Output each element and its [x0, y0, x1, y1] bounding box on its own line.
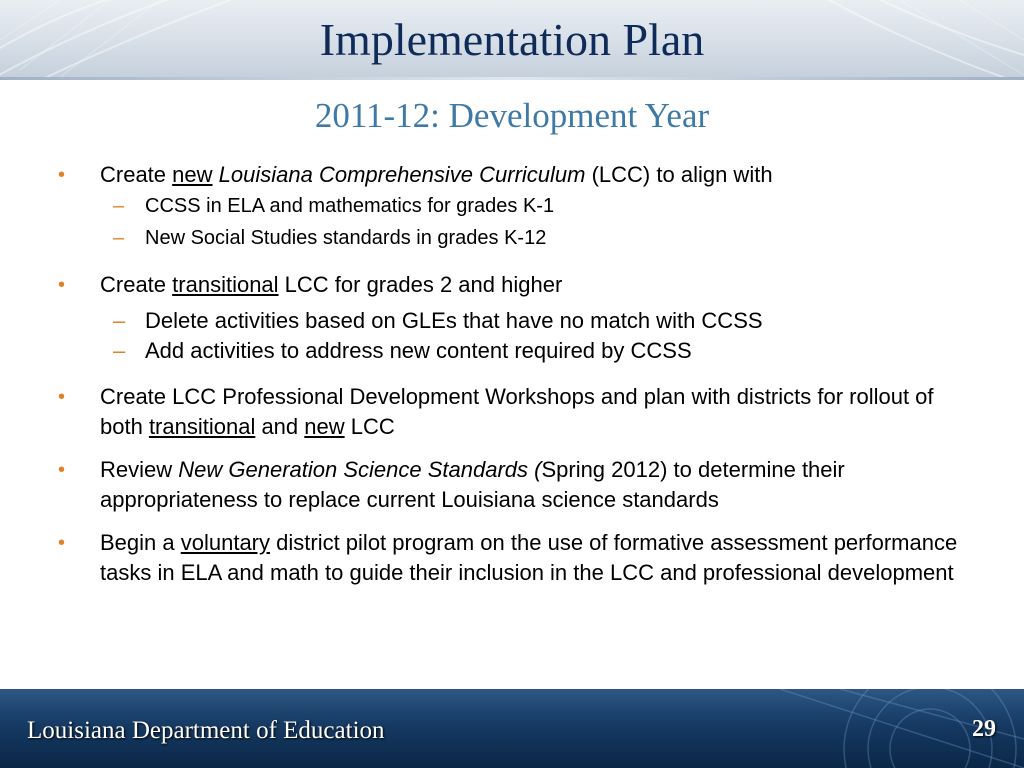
footer-banner	[0, 689, 1024, 768]
bullet-item: • Begin a voluntary district pilot program on the use of formative assessment performance tasks in ELA and math to guide their inclusion in the LCC and professional development	[58, 530, 958, 585]
en-dash-icon: –	[113, 308, 126, 333]
page-number: 29	[972, 716, 996, 742]
bullet-dot-icon: •	[58, 459, 66, 481]
underlined-term: voluntary	[180, 530, 271, 555]
en-dash-icon: –	[113, 195, 125, 217]
bullet-dot-icon: •	[58, 532, 66, 554]
bullet-list	[58, 160, 978, 588]
slide-subtitle: 2011-12: Development Year	[314, 96, 710, 135]
en-dash-icon: –	[113, 338, 126, 363]
sub-bullet-item: – Add activities to address new content required by CCSS	[58, 336, 978, 366]
sub-bullet-item: – Delete activities based on GLEs that have no match with CCSS	[58, 306, 978, 336]
bullet-dot-icon: •	[58, 164, 66, 186]
bullet-item: • Create new Louisiana Comprehensive Curriculum (LCC) to align with	[58, 160, 978, 190]
bullet-dot-icon: •	[58, 386, 66, 408]
underlined-term: transitional	[148, 414, 256, 439]
slide-title: Implementation Plan	[319, 14, 705, 65]
bullet-dot-icon: •	[58, 274, 66, 296]
italic-term: New Generation Science Standards (	[178, 457, 542, 482]
header-rule	[0, 77, 1024, 80]
bullet-item: • Review New Generation Science Standards (Spring 2012) to determine their appropriateness to replace current Louisiana science standards	[58, 457, 845, 512]
underlined-term: new	[172, 162, 213, 187]
bullet-item: • Create transitional LCC for grades 2 and higher	[58, 270, 978, 300]
en-dash-icon: –	[113, 227, 125, 249]
footer-organization: Louisiana Department of Education	[27, 717, 385, 744]
bullet-item: • Create LCC Professional Development Workshops and plan with districts for rollout of both transitional and new LCC	[58, 384, 934, 439]
sub-bullet-item: – New Social Studies standards in grades K-12	[58, 222, 978, 254]
italic-term: Louisiana Comprehensive Curriculum	[218, 162, 586, 187]
sub-bullet-item: – CCSS in ELA and mathematics for grades K-1	[58, 190, 978, 222]
underlined-term: transitional	[172, 272, 279, 297]
underlined-term: new	[304, 414, 345, 439]
